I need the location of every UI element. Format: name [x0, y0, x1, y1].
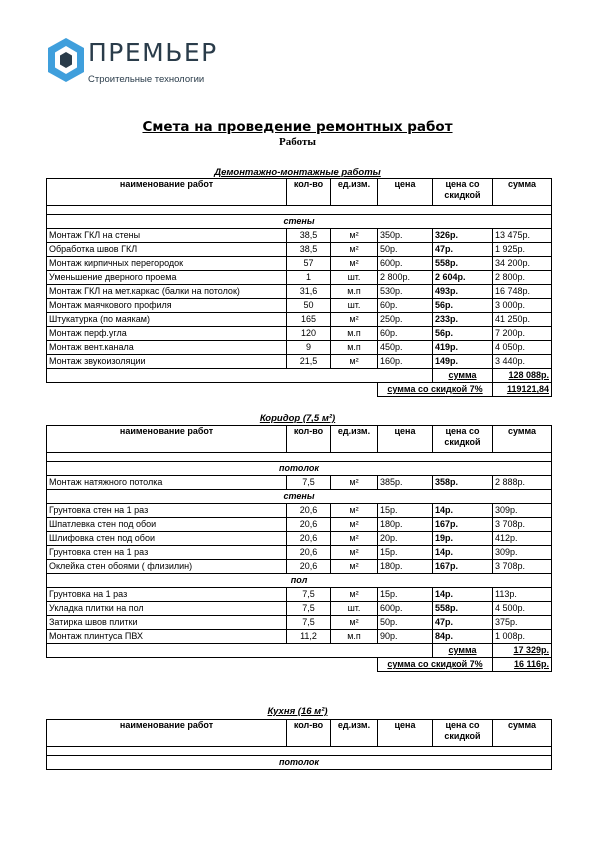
quantity-cell: 165 [287, 313, 331, 327]
table-row [47, 313, 552, 327]
work-name-cell: Монтаж натяжного потолка [47, 476, 287, 490]
table-row [47, 602, 552, 616]
discount-price-cell: 19р. [433, 532, 493, 546]
work-name-cell: Монтаж маячкового профиля [47, 299, 287, 313]
discount-price-cell: 326р. [433, 229, 493, 243]
company-name: ПРЕМЬЕР [88, 38, 218, 67]
table-row [47, 504, 552, 518]
table-row [47, 616, 552, 630]
work-name-cell: Грунтовка на 1 раз [47, 588, 287, 602]
unit-cell: м.п [331, 327, 378, 341]
discount-price-cell: 14р. [433, 588, 493, 602]
quantity-cell: 7,5 [287, 602, 331, 616]
price-cell: 60р. [378, 299, 433, 313]
quantity-cell: 20,6 [287, 504, 331, 518]
quantity-cell: 120 [287, 327, 331, 341]
discount-price-cell: 47р. [433, 243, 493, 257]
price-cell: 20р. [378, 532, 433, 546]
price-cell: 50р. [378, 616, 433, 630]
work-name-cell: Монтаж ГКЛ на мет.каркас (балки на потолок) [47, 285, 287, 299]
group-row [47, 215, 552, 229]
estimate-table [46, 719, 552, 770]
spacer-row [47, 453, 552, 462]
spacer-row [47, 206, 552, 215]
discount-price-cell: 167р. [433, 560, 493, 574]
table-row [47, 285, 552, 299]
table-header-row [47, 426, 552, 453]
unit-cell: м² [331, 616, 378, 630]
discount-blank-cell [47, 658, 378, 672]
discount-price-cell: 167р. [433, 518, 493, 532]
discount-total-value: 119121,84 [493, 383, 552, 397]
quantity-cell: 9 [287, 341, 331, 355]
quantity-cell: 11,2 [287, 630, 331, 644]
work-name-cell: Грунтовка стен на 1 раз [47, 546, 287, 560]
column-header: кол-во [287, 179, 331, 206]
table-header-row [47, 720, 552, 747]
quantity-cell: 57 [287, 257, 331, 271]
unit-cell: м.п [331, 285, 378, 299]
table-row [47, 560, 552, 574]
sum-cell: 16 748р. [493, 285, 552, 299]
column-header: ед.изм. [331, 426, 378, 453]
price-cell: 60р. [378, 327, 433, 341]
discount-price-cell: 558р. [433, 602, 493, 616]
price-cell: 160р. [378, 355, 433, 369]
unit-cell: шт. [331, 271, 378, 285]
price-cell: 180р. [378, 560, 433, 574]
quantity-cell: 31,6 [287, 285, 331, 299]
discount-price-cell: 56р. [433, 327, 493, 341]
document-subtitle: Работы [279, 136, 316, 148]
quantity-cell: 1 [287, 271, 331, 285]
group-title: потолок [47, 756, 552, 770]
unit-cell: м² [331, 476, 378, 490]
work-name-cell: Шлифовка стен под обои [47, 532, 287, 546]
column-header: кол-во [287, 720, 331, 747]
price-cell: 250р. [378, 313, 433, 327]
work-name-cell: Монтаж звукоизоляции [47, 355, 287, 369]
sum-cell: 375р. [493, 616, 552, 630]
price-cell: 50р. [378, 243, 433, 257]
unit-cell: м² [331, 532, 378, 546]
discount-total-row [47, 658, 552, 672]
discount-price-cell: 358р. [433, 476, 493, 490]
sum-cell: 309р. [493, 504, 552, 518]
quantity-cell: 50 [287, 299, 331, 313]
table-row [47, 546, 552, 560]
column-header: наименование работ [47, 720, 287, 747]
sum-cell: 1 925р. [493, 243, 552, 257]
total-value: 17 329р. [493, 644, 552, 658]
table-row [47, 243, 552, 257]
work-name-cell: Шпатлевка стен под обои [47, 518, 287, 532]
estimate-table [46, 425, 552, 672]
discount-price-cell: 233р. [433, 313, 493, 327]
price-cell: 350р. [378, 229, 433, 243]
group-title: стены [47, 215, 552, 229]
total-row [47, 644, 552, 658]
unit-cell: м² [331, 229, 378, 243]
work-name-cell: Монтаж плинтуса ПВХ [47, 630, 287, 644]
table-row [47, 476, 552, 490]
sum-cell: 2 800р. [493, 271, 552, 285]
table-header-row [47, 179, 552, 206]
discount-price-cell: 419р. [433, 341, 493, 355]
column-header: сумма [493, 720, 552, 747]
work-name-cell: Обработка швов ГКЛ [47, 243, 287, 257]
estimate-table [46, 178, 552, 397]
discount-price-cell: 14р. [433, 546, 493, 560]
column-header: ед.изм. [331, 179, 378, 206]
column-header: цена со скидкой [433, 426, 493, 453]
total-blank-cell [47, 644, 433, 658]
quantity-cell: 20,6 [287, 546, 331, 560]
work-name-cell: Монтаж кирпичных перегородок [47, 257, 287, 271]
discount-price-cell: 84р. [433, 630, 493, 644]
total-label: сумма [433, 644, 493, 658]
price-cell: 15р. [378, 546, 433, 560]
sum-cell: 4 050р. [493, 341, 552, 355]
unit-cell: м² [331, 560, 378, 574]
spacer-row [47, 747, 552, 756]
table-row [47, 588, 552, 602]
column-header: наименование работ [47, 179, 287, 206]
work-name-cell: Монтаж вент.канала [47, 341, 287, 355]
quantity-cell: 38,5 [287, 229, 331, 243]
work-name-cell: Укладка плитки на пол [47, 602, 287, 616]
total-row [47, 369, 552, 383]
column-header: наименование работ [47, 426, 287, 453]
unit-cell: м² [331, 518, 378, 532]
discount-blank-cell [47, 383, 378, 397]
sum-cell: 7 200р. [493, 327, 552, 341]
quantity-cell: 7,5 [287, 588, 331, 602]
discount-price-cell: 14р. [433, 504, 493, 518]
price-cell: 2 800р. [378, 271, 433, 285]
table-row [47, 532, 552, 546]
table-row [47, 355, 552, 369]
unit-cell: м² [331, 257, 378, 271]
total-blank-cell [47, 369, 433, 383]
price-cell: 600р. [378, 602, 433, 616]
discount-price-cell: 493р. [433, 285, 493, 299]
table-row [47, 257, 552, 271]
unit-cell: м² [331, 546, 378, 560]
table-row [47, 630, 552, 644]
sum-cell: 4 500р. [493, 602, 552, 616]
table-row [47, 299, 552, 313]
column-header: цена со скидкой [433, 720, 493, 747]
group-title: потолок [47, 462, 552, 476]
section-title: Демонтажно-монтажные работы [214, 167, 381, 178]
price-cell: 180р. [378, 518, 433, 532]
discount-price-cell: 47р. [433, 616, 493, 630]
total-value: 128 088р. [493, 369, 552, 383]
table-row [47, 518, 552, 532]
unit-cell: м.п [331, 341, 378, 355]
company-tagline: Строительные технологии [88, 74, 205, 85]
group-title: пол [47, 574, 552, 588]
column-header: сумма [493, 426, 552, 453]
quantity-cell: 20,6 [287, 532, 331, 546]
quantity-cell: 7,5 [287, 616, 331, 630]
table-row [47, 341, 552, 355]
sum-cell: 1 008р. [493, 630, 552, 644]
discount-total-value: 16 116р. [493, 658, 552, 672]
unit-cell: м² [331, 588, 378, 602]
column-header: цена [378, 720, 433, 747]
price-cell: 15р. [378, 504, 433, 518]
discount-total-row [47, 383, 552, 397]
sum-cell: 41 250р. [493, 313, 552, 327]
unit-cell: шт. [331, 602, 378, 616]
column-header: цена со скидкой [433, 179, 493, 206]
quantity-cell: 20,6 [287, 518, 331, 532]
work-name-cell: Штукатурка (по маякам) [47, 313, 287, 327]
unit-cell: м² [331, 504, 378, 518]
sum-cell: 2 888р. [493, 476, 552, 490]
work-name-cell: Грунтовка стен на 1 раз [47, 504, 287, 518]
discount-total-label: сумма со скидкой 7% [378, 383, 493, 397]
column-header: сумма [493, 179, 552, 206]
discount-price-cell: 558р. [433, 257, 493, 271]
group-row [47, 756, 552, 770]
price-cell: 15р. [378, 588, 433, 602]
sum-cell: 34 200р. [493, 257, 552, 271]
price-cell: 530р. [378, 285, 433, 299]
group-row [47, 462, 552, 476]
unit-cell: м² [331, 355, 378, 369]
sum-cell: 13 475р. [493, 229, 552, 243]
unit-cell: м.п [331, 630, 378, 644]
sum-cell: 309р. [493, 546, 552, 560]
quantity-cell: 38,5 [287, 243, 331, 257]
price-cell: 90р. [378, 630, 433, 644]
discount-total-label: сумма со скидкой 7% [378, 658, 493, 672]
price-cell: 385р. [378, 476, 433, 490]
document-title: Смета на проведение ремонтных работ [142, 119, 453, 135]
work-name-cell: Монтаж перф.угла [47, 327, 287, 341]
work-name-cell: Оклейка стен обоями ( флизилин) [47, 560, 287, 574]
price-cell: 450р. [378, 341, 433, 355]
column-header: цена [378, 426, 433, 453]
sum-cell: 3 440р. [493, 355, 552, 369]
discount-price-cell: 56р. [433, 299, 493, 313]
table-row [47, 229, 552, 243]
quantity-cell: 20,6 [287, 560, 331, 574]
work-name-cell: Монтаж ГКЛ на стены [47, 229, 287, 243]
discount-price-cell: 2 604р. [433, 271, 493, 285]
unit-cell: м² [331, 313, 378, 327]
total-label: сумма [433, 369, 493, 383]
spacer-cell [47, 453, 552, 462]
quantity-cell: 21,5 [287, 355, 331, 369]
spacer-cell [47, 747, 552, 756]
sum-cell: 3 708р. [493, 518, 552, 532]
sum-cell: 3 708р. [493, 560, 552, 574]
column-header: кол-во [287, 426, 331, 453]
group-row [47, 574, 552, 588]
table-row [47, 327, 552, 341]
discount-price-cell: 149р. [433, 355, 493, 369]
table-row [47, 271, 552, 285]
sum-cell: 3 000р. [493, 299, 552, 313]
group-row [47, 490, 552, 504]
work-name-cell: Затирка швов плитки [47, 616, 287, 630]
column-header: цена [378, 179, 433, 206]
price-cell: 600р. [378, 257, 433, 271]
work-name-cell: Уменьшение дверного проема [47, 271, 287, 285]
quantity-cell: 7,5 [287, 476, 331, 490]
sum-cell: 113р. [493, 588, 552, 602]
spacer-cell [47, 206, 552, 215]
group-title: стены [47, 490, 552, 504]
column-header: ед.изм. [331, 720, 378, 747]
sum-cell: 412р. [493, 532, 552, 546]
unit-cell: шт. [331, 299, 378, 313]
section-title: Кухня (16 м²) [267, 706, 328, 717]
unit-cell: м² [331, 243, 378, 257]
section-title: Коридор (7,5 м²) [259, 413, 336, 424]
